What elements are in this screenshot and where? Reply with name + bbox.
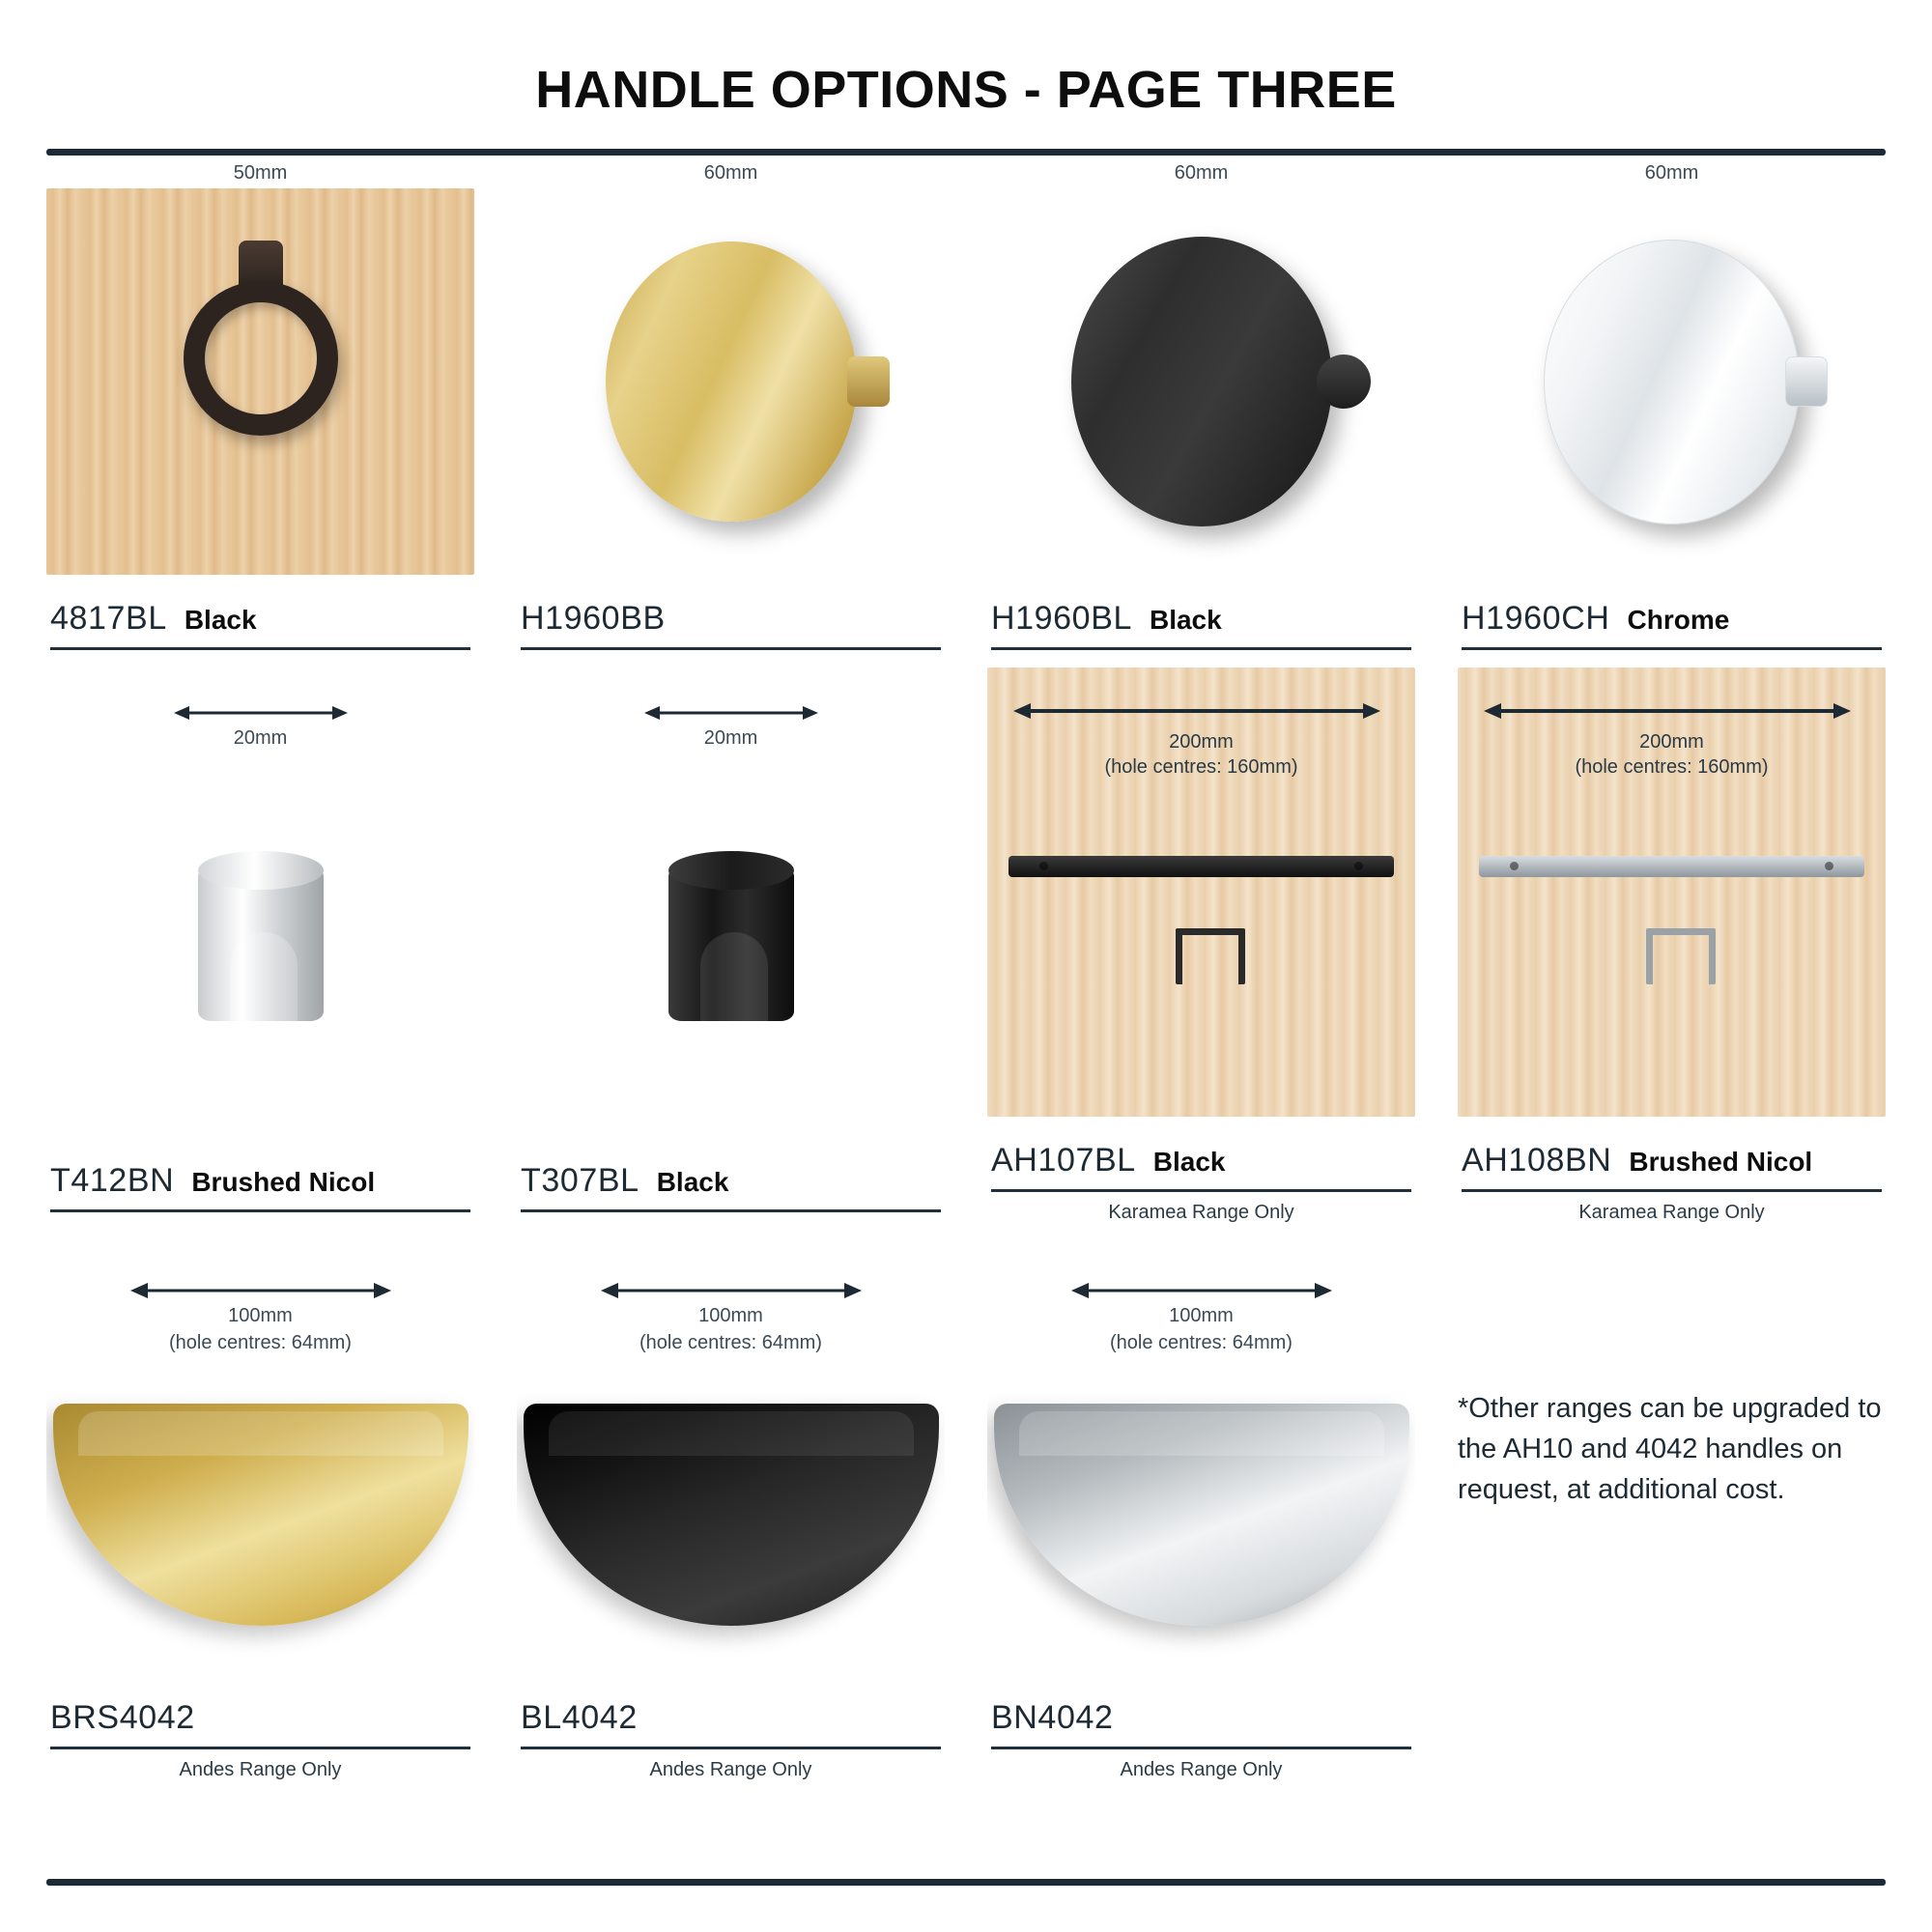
product-code: BRS4042 — [50, 1699, 195, 1736]
product-note — [517, 650, 945, 660]
dimension-label: 60mm — [1174, 162, 1229, 184]
dimension-arrow-icon — [1484, 700, 1851, 722]
product-note — [46, 1212, 474, 1222]
dimension-sub-label: (hole centres: 160mm) — [1104, 756, 1298, 778]
bottom-divider — [46, 1879, 1886, 1886]
product-note — [1458, 650, 1886, 660]
product-label — [1458, 575, 1886, 647]
product-image-cylinder-knob-black — [517, 751, 945, 1137]
product-image-bar-handle-brushed-nicol — [1458, 668, 1886, 1117]
round-disc-knob-chrome-icon — [1544, 240, 1800, 525]
product-label — [517, 1137, 945, 1209]
product-image-half-moon-cup-black — [517, 1355, 945, 1674]
product-card-t412bn[interactable] — [46, 685, 474, 1224]
product-finish: Brushed Nicol — [191, 1167, 376, 1197]
product-card-bn4042[interactable] — [987, 1263, 1415, 1781]
dimension-label: 200mm — [1169, 731, 1234, 753]
dimension-label: 60mm — [1644, 162, 1699, 184]
half-moon-cup-brass-icon — [53, 1404, 469, 1626]
product-label — [46, 575, 474, 647]
dimension-label: 100mm — [698, 1305, 763, 1326]
cylinder-knob-black-icon — [668, 867, 794, 1021]
product-code: T307BL — [521, 1162, 639, 1199]
product-finish: Chrome — [1627, 605, 1730, 635]
dimension-arrow-icon — [601, 1280, 862, 1301]
product-card-h1960bl[interactable] — [987, 156, 1415, 660]
product-image-round-disc-knob-black — [987, 188, 1415, 575]
product-image-cylinder-knob-silver — [46, 751, 474, 1137]
product-note: Andes Range Only — [179, 1759, 342, 1780]
product-code: H1960BL — [991, 600, 1132, 637]
product-note: Karamea Range Only — [1108, 1202, 1294, 1223]
bar-handle-brushed-nicol-icon — [1458, 668, 1886, 1117]
dimension-block — [517, 685, 945, 751]
product-label — [987, 1117, 1415, 1189]
product-card-brs4042[interactable] — [46, 1263, 474, 1781]
product-note: Andes Range Only — [1120, 1759, 1283, 1780]
product-note — [517, 1212, 945, 1222]
product-code: 4817BL — [50, 600, 167, 637]
product-finish: Brushed Nicol — [1629, 1147, 1813, 1177]
product-card-h1960ch[interactable] — [1458, 156, 1886, 660]
product-card-t307bl[interactable] — [517, 685, 945, 1224]
product-finish: Black — [1149, 605, 1222, 635]
cylinder-knob-silver-icon — [198, 867, 324, 1021]
dimension-label: 50mm — [233, 162, 288, 184]
product-card-h1960bb[interactable] — [517, 156, 945, 660]
product-label — [1458, 1117, 1886, 1189]
bar-handle-black-icon — [987, 668, 1415, 1117]
product-label — [46, 1137, 474, 1209]
product-label — [517, 575, 945, 647]
product-label — [987, 575, 1415, 647]
product-code: AH108BN — [1462, 1142, 1612, 1179]
dimension-sub-label: (hole centres: 64mm) — [639, 1332, 822, 1353]
dimension-arrow-icon — [1013, 700, 1380, 722]
product-finish: Black — [1152, 1147, 1226, 1177]
dimension-label: 60mm — [703, 162, 758, 184]
product-note — [987, 650, 1415, 660]
product-image-ring-pull-handle — [46, 188, 474, 575]
top-divider — [46, 149, 1886, 156]
product-image-half-moon-cup-brushed-nicol — [987, 1355, 1415, 1674]
product-card-ah107bl[interactable] — [987, 685, 1415, 1224]
half-moon-cup-black-icon — [524, 1404, 939, 1626]
dimension-arrow-icon — [644, 702, 818, 724]
dimension-sub-label: (hole centres: 64mm) — [1110, 1332, 1293, 1353]
round-disc-knob-black-icon — [1071, 237, 1332, 526]
dimension-sub-label: (hole centres: 64mm) — [169, 1332, 352, 1353]
dimension-label: 20mm — [703, 727, 758, 749]
product-code: T412BN — [50, 1162, 175, 1199]
product-grid-row-1 — [46, 156, 1886, 660]
footnote-text: *Other ranges can be upgraded to the AH10 and 4042 handles on request, at additional cost. — [1458, 1393, 1882, 1506]
dimension-label: 20mm — [233, 727, 288, 749]
product-code: H1960CH — [1462, 600, 1610, 637]
product-card-bl4042[interactable] — [517, 1263, 945, 1781]
dimension-block — [517, 1263, 945, 1355]
product-note — [46, 650, 474, 660]
dimension-arrow-icon — [1071, 1280, 1332, 1301]
product-image-half-moon-cup-brass — [46, 1355, 474, 1674]
page-title: HANDLE OPTIONS - PAGE THREE — [535, 61, 1397, 119]
product-image-round-disc-knob-chrome — [1458, 188, 1886, 575]
product-image-round-disc-knob-brass — [517, 188, 945, 575]
product-code: BN4042 — [991, 1699, 1114, 1736]
product-label — [46, 1674, 474, 1747]
dimension-label: 100mm — [228, 1305, 293, 1326]
half-moon-cup-brushed-nicol-icon — [994, 1404, 1409, 1626]
dimension-block — [987, 1263, 1415, 1355]
product-finish: Black — [184, 605, 257, 635]
dimension-label: 200mm — [1639, 731, 1704, 753]
product-card-ah108bn[interactable] — [1458, 685, 1886, 1224]
ring-pull-icon — [46, 188, 474, 575]
dimension-sub-label: (hole centres: 160mm) — [1575, 756, 1769, 778]
dimension-arrow-icon — [174, 702, 348, 724]
footnote-cell — [1458, 1263, 1886, 1781]
dimension-label: 100mm — [1169, 1305, 1234, 1326]
product-note: Karamea Range Only — [1578, 1202, 1765, 1223]
dimension-block — [46, 1263, 474, 1355]
product-card-4817bl[interactable] — [46, 156, 474, 660]
product-code: H1960BB — [521, 600, 666, 637]
product-code: AH107BL — [991, 1142, 1136, 1179]
product-grid-row-2 — [46, 685, 1886, 1224]
round-disc-knob-brass-icon — [606, 242, 857, 522]
dimension-block — [46, 685, 474, 751]
product-label — [517, 1674, 945, 1747]
product-note: Andes Range Only — [649, 1759, 812, 1780]
product-finish: Black — [656, 1167, 729, 1197]
dimension-arrow-icon — [130, 1280, 391, 1301]
product-grid-row-3 — [46, 1263, 1886, 1781]
product-label — [987, 1674, 1415, 1747]
product-code: BL4042 — [521, 1699, 638, 1736]
product-image-bar-handle-black — [987, 668, 1415, 1117]
